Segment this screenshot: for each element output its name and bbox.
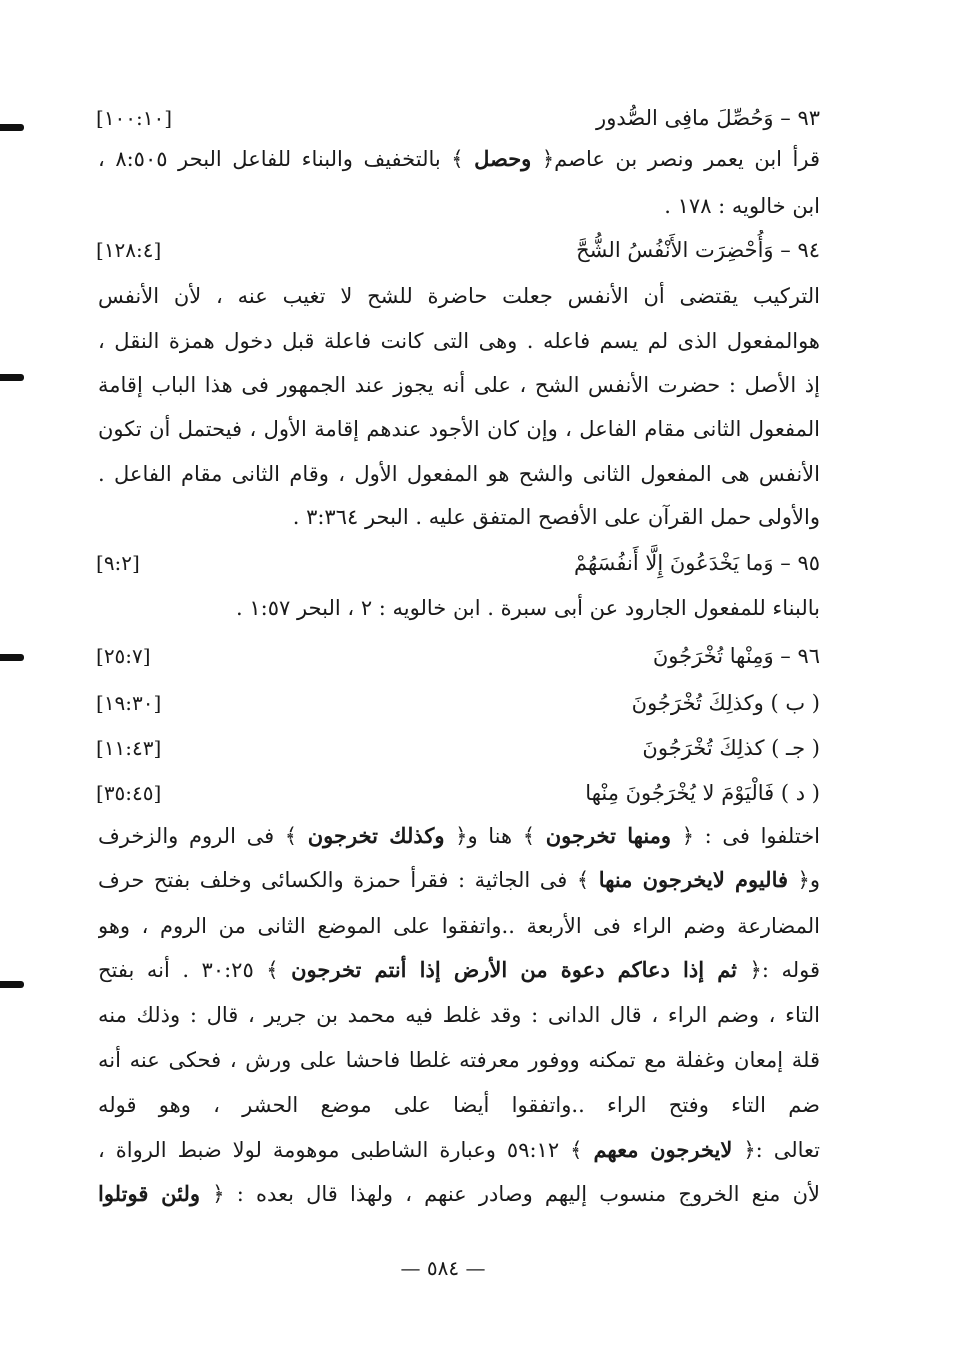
text-line: التركيب يقتضى أن الأنفس جعلت حاضرة للشح لا تغيب عنه ، لأن الأنفس xyxy=(98,284,820,308)
text-line: اختلفوا فى : ﴿ ومنها تخرجون ﴾ هنا و﴿ وكذلك تخرجون ﴾ فى الروم والزخرف xyxy=(98,823,820,848)
entry-94-reference: [١٢٨:٤] xyxy=(96,238,162,262)
entry-96b-heading: ( ب ) وكذلِكَ تُخْرَجُونَ xyxy=(631,691,820,715)
binding-mark xyxy=(0,124,24,131)
entry-96c-reference: [١١:٤٣] xyxy=(96,736,162,760)
text-line: تعالى :﴿ لايخرجون معهم ﴾ ٥٩:١٢ وعبارة الشاطبى موهومة لولا ضبط الرواة ، xyxy=(98,1137,820,1162)
entry-96c-heading: ( جـ ) كذلِكَ تُخْرَجُونَ xyxy=(642,736,820,760)
text-line: ضم التاء وفتح الراء ..واتفقوا أيضا على موضع الحشر ، وهو قوله xyxy=(98,1093,820,1117)
text-line: الأنفس هى المفعول الثانى والشح هو المفعول الأول ، وقام الثانى مقام الفاعل . xyxy=(98,462,820,486)
entry-96d-reference: [٣٥:٤٥] xyxy=(96,781,162,805)
entry-95-heading: ٩٥ – وَما يَخْدَعُونَ إِلَّا أَنفُسَهُمْ xyxy=(574,551,820,575)
entry-93-reference: [١٠٠:١٠] xyxy=(96,106,173,130)
text-line: إذ الأصل : حضرت الأنفس الشح ، على أنه يجوز عند الجمهور فى هذا الباب إقامة xyxy=(98,373,820,397)
text-line: التاء ، وضم الراء ، قال الدانى : وقد غلط فيه محمد بن جرير ، قال : وذلك منه xyxy=(98,1003,820,1027)
text-line: قرأ ابن يعمر ونصر بن عاصم﴿ وحصل ﴾ بالتخفيف والبناء للفاعل البحر ٨:٥٠٥ ، xyxy=(98,146,820,171)
entry-95-reference: [٩:٢] xyxy=(96,551,140,575)
entry-96-reference: [٢٥:٧] xyxy=(96,644,151,668)
entry-96-heading: ٩٦ – وَمِنْها تُخْرَجُونَ xyxy=(652,644,820,668)
text-line: بالبناء للمفعول الجارود عن أبى سبرة . ابن خالويه : ٢ ، البحر ١:٥٧ . xyxy=(236,596,820,620)
text-line: المفعول الثانى مقام الفاعل ، وإن كان الأجود عندهم إقامة الأول ، فيحتمل أن تكون xyxy=(98,417,820,441)
binding-mark xyxy=(0,654,24,661)
text-line: قوله :﴿ ثم إذا دعاكم دعوة من الأرض إذا أنتم تخرجون ﴾ ٣٠:٢٥ . أنه بفتح xyxy=(98,957,820,982)
text-line: و﴿ فاليوم لايخرجون منها ﴾ فى الجاثية : فقرأ حمزة والكسائى وخلف بفتح حرف xyxy=(98,867,820,892)
entry-93-heading: ٩٣ – وَحُصِّلَ مافِى الصُّدور xyxy=(596,106,820,130)
entry-96b-reference: [١٩:٣٠] xyxy=(96,691,162,715)
text-line: قلة إمعان وغفلة مع تمكنه ووفور معرفته غلطا فاحشا على ورش ، فحكى عنه أنه xyxy=(98,1048,820,1072)
text-line: هوالمفعول الذى لم يسم فاعله . وهى التى كانت فاعلة قبل دخول همزة النقل ، xyxy=(98,329,820,353)
page-number: — ٥٨٤ — xyxy=(400,1256,486,1280)
text-line: ابن خالويه : ١٧٨ . xyxy=(664,194,820,218)
text-line: والأولى حمل القرآن على الأفصح المتفق عليه . البحر ٣:٣٦٤ . xyxy=(292,505,820,529)
binding-mark xyxy=(0,374,24,381)
text-line: لأن منع الخروج منسوب إليهم وصادر عنهم ، ولهذا قال بعده : ﴿ ولئن قوتلوا xyxy=(98,1181,820,1206)
binding-mark xyxy=(0,981,24,988)
text-line: المضارعة وضم الراء فى الأربعة ..واتفقوا على الموضع الثانى من الروم ، وهو xyxy=(98,914,820,938)
entry-96d-heading: ( د ) فَالْيَوْمَ لا يُخْرَجُونَ مِنْها xyxy=(585,781,820,805)
entry-94-heading: ٩٤ – وَأُحْضِرَت الأَنْفُسُ الشُّحَّ xyxy=(576,238,820,262)
